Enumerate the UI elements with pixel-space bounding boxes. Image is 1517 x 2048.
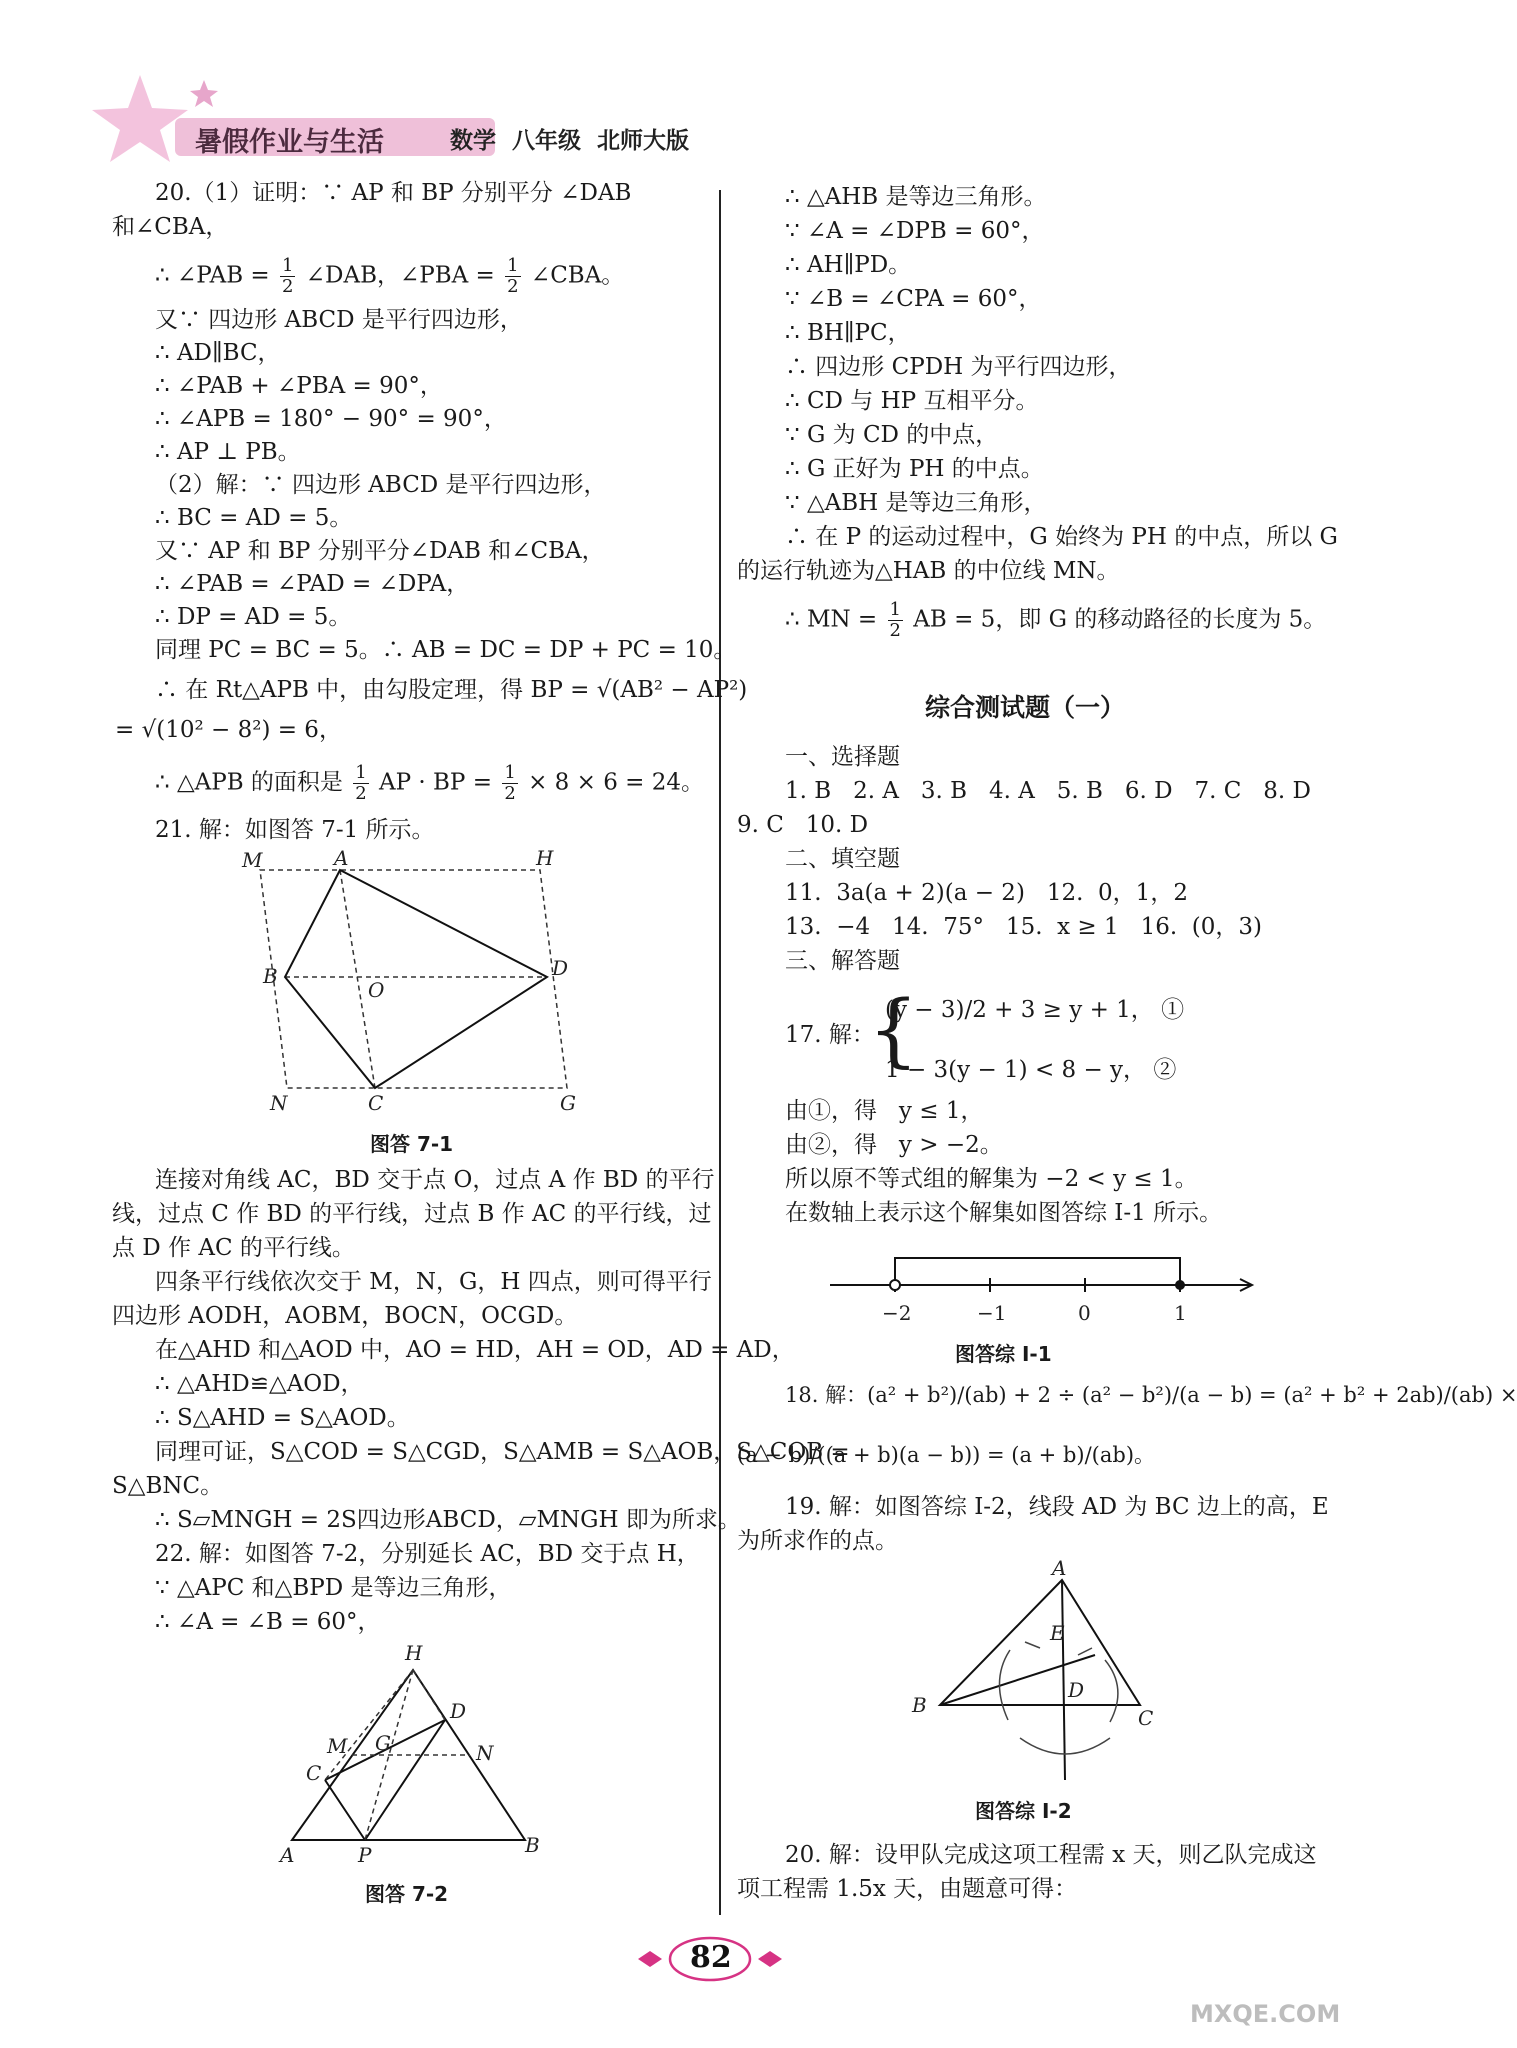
text-line: 21. 解：如图答 7-1 所示。 <box>155 817 435 843</box>
diamond-icon <box>758 1951 782 1967</box>
text-line: 线，过点 C 作 BD 的平行线，过点 B 作 AC 的平行线，过 <box>112 1201 712 1227</box>
text-line: ∴ △AHB 是等边三角形。 <box>785 184 1047 210</box>
figure-7-2 <box>270 1640 560 1870</box>
page-number: 82 <box>690 1940 732 1975</box>
text-line: ∴ ∠A = ∠B = 60°， <box>155 1609 381 1635</box>
brace-icon: { <box>868 983 919 1076</box>
section-title: 综合测试题（一） <box>925 693 1126 722</box>
label-A: A <box>280 1843 295 1867</box>
label-G: G <box>560 1091 576 1115</box>
text-line: 9. C 10. D <box>737 812 869 838</box>
text-line: 1 − 3(y − 1) < 8 − y， ② <box>885 1057 1177 1083</box>
text-line: 二、填空题 <box>785 846 900 872</box>
text-line: 11. 3a(a + 2)(a − 2) 12. 0，1，2 <box>785 880 1188 906</box>
text-line: S△BNC。 <box>112 1473 224 1499</box>
text-line: ∴ △APB 的面积是 $\frac{1}{2}$ AP · BP = $\frac{1}{2}$ × 8 × 6 = 24。 <box>155 762 704 804</box>
text-line: （2）解：∵ 四边形 ABCD 是平行四边形， <box>155 472 607 498</box>
text-line: 又∵ AP 和 BP 分别平分∠DAB 和∠CBA， <box>155 538 605 564</box>
text-line: 的运行轨迹为△HAB 的中位线 MN。 <box>737 558 1120 584</box>
figure-7-1 <box>230 845 600 1115</box>
text-line: 同理可证，S△COD = S△CGD，S△AMB = S△AOB，S△COB = <box>155 1439 850 1465</box>
fraction: $\frac{1}{2}$ <box>507 255 519 297</box>
text-line: ∴ MN = $\frac{1}{2}$ AB = 5，即 G 的移动路径的长度为 5。 <box>785 599 1327 641</box>
tick-label: −1 <box>977 1301 1007 1325</box>
page-header <box>0 0 1380 170</box>
label-B: B <box>263 964 278 988</box>
text-line: 点 D 作 AC 的平行线。 <box>112 1235 355 1261</box>
label-B: B <box>525 1833 540 1857</box>
text-line: ∵ ∠B = ∠CPA = 60°， <box>785 286 1042 312</box>
text-line: ∵ △ABH 是等边三角形， <box>785 490 1047 516</box>
label-D: D <box>552 956 569 980</box>
text-line: ∵ ∠A = ∠DPB = 60°， <box>785 218 1045 244</box>
label-D: D <box>1068 1678 1085 1702</box>
text-line: ∴ AD∥BC， <box>155 340 281 366</box>
label-N: N <box>270 1091 288 1115</box>
text-line: 由①，得 y ≤ 1， <box>785 1098 984 1124</box>
text-line: ∴ AP ⊥ PB。 <box>155 439 301 465</box>
text-line: 四条平行线依次交于 M，N，G，H 四点，则可得平行 <box>155 1269 712 1295</box>
star-icon <box>92 75 188 162</box>
fraction: $\frac{1}{2}$ <box>355 762 367 804</box>
label-H: H <box>405 1641 423 1665</box>
tick-label: −2 <box>882 1301 912 1325</box>
tick-label: 0 <box>1078 1301 1091 1325</box>
text-line: ∴ S△AHD = S△AOD。 <box>155 1405 410 1431</box>
text-line: ∴ G 正好为 PH 的中点。 <box>785 456 1044 482</box>
text-line: (y − 3)/2 + 3 ≥ y + 1， ① <box>885 997 1185 1023</box>
figure-z-2 <box>900 1556 1180 1790</box>
text-line: ∴ AH∥PD。 <box>785 252 912 278</box>
text-line: 项工程需 1.5x 天，由题意可得： <box>737 1876 1078 1902</box>
label-A: A <box>334 846 349 870</box>
label-H: H <box>536 846 554 870</box>
label-O: O <box>368 978 385 1002</box>
label-C: C <box>368 1091 384 1115</box>
label-N: N <box>476 1741 494 1765</box>
text-line: 在△AHD 和△AOD 中，AO = HD，AH = OD，AD = AD， <box>155 1337 795 1363</box>
text-line: 17. 解： <box>785 1022 875 1048</box>
text-line: ∴ 在 P 的运动过程中，G 始终为 PH 的中点，所以 G <box>785 524 1338 550</box>
text-line: ∴ 四边形 CPDH 为平行四边形， <box>785 354 1132 380</box>
column-divider <box>719 190 721 1915</box>
text-line: ∴ ∠PAB + ∠PBA = 90°， <box>155 373 443 399</box>
label-G: G <box>375 1731 391 1755</box>
text-line: 20.（1）证明：∵ AP 和 BP 分别平分 ∠DAB <box>155 180 632 206</box>
text-line: (a − b)/((a + b)(a − b)) = (a + b)/(ab)。 <box>737 1443 1156 1467</box>
text-line: 1. B 2. A 3. B 4. A 5. B 6. D 7. C 8. D <box>785 778 1311 804</box>
label-B: B <box>912 1693 927 1717</box>
text-line: = √(10² − 8²) = 6， <box>115 717 342 743</box>
text-line: 所以原不等式组的解集为 −2 < y ≤ 1。 <box>785 1166 1198 1192</box>
label-C: C <box>306 1761 322 1785</box>
text-line: ∴ CD 与 HP 互相平分。 <box>785 388 1039 414</box>
text-line: 又∵ 四边形 ABCD 是平行四边形， <box>155 307 523 333</box>
text-line: ∵ G 为 CD 的中点， <box>785 422 999 448</box>
text-line: 和∠CBA， <box>112 214 229 240</box>
diamond-icon <box>638 1951 662 1967</box>
figure-caption: 图答 7-2 <box>365 1882 449 1906</box>
text-line: 四边形 AODH，AOBM，BOCN，OCGD。 <box>112 1303 578 1329</box>
label-M: M <box>242 848 263 872</box>
figure-caption: 图答 7-1 <box>370 1132 454 1156</box>
text-line: ∴ △AHD≌△AOD， <box>155 1371 364 1397</box>
text-line: 22. 解：如图答 7-2，分别延长 AC，BD 交于点 H， <box>155 1541 700 1567</box>
text-line: 同理 PC = BC = 5。∴ AB = DC = DP + PC = 10。 <box>155 637 737 663</box>
text-line: ∵ △APC 和△BPD 是等边三角形， <box>155 1575 512 1601</box>
text-line: 为所求作的点。 <box>737 1528 898 1554</box>
text-line: 19. 解：如图答综 Ⅰ-2，线段 AD 为 BC 边上的高，E <box>785 1494 1329 1520</box>
text-line: 一、选择题 <box>785 744 900 770</box>
label-A: A <box>1052 1556 1067 1580</box>
text-line: ∴ ∠PAB = ∠PAD = ∠DPA， <box>155 571 470 597</box>
text-line: ∴ 在 Rt△APB 中，由勾股定理，得 BP = √(AB² − AP²) <box>155 677 748 703</box>
figure-caption: 图答综 Ⅰ-2 <box>975 1799 1072 1823</box>
text-line: 18. 解：(a² + b²)/(ab) + 2 ÷ (a² − b²)/(a − b) = (a² + b² + 2ab)/(ab) × <box>785 1383 1517 1407</box>
text-line: ∴ BC = AD = 5。 <box>155 505 353 531</box>
text-line: ∴ DP = AD = 5。 <box>155 604 352 630</box>
header-brand: 暑假作业与生活 <box>195 127 384 158</box>
small-star-icon <box>190 80 218 107</box>
label-C: C <box>1138 1706 1154 1730</box>
fraction: $\frac{1}{2}$ <box>889 599 901 641</box>
header-subtitle: 数学 八年级 北师大版 <box>450 128 690 154</box>
text-line: 13. −4 14. 75° 15. x ≥ 1 16. (0，3) <box>785 914 1262 940</box>
fraction: $\frac{1}{2}$ <box>504 762 516 804</box>
label-P: P <box>358 1843 372 1867</box>
watermark: MXQE.COM <box>1190 2000 1341 2028</box>
label-E: E <box>1050 1621 1065 1645</box>
label-M: M <box>327 1734 348 1758</box>
number-line <box>820 1240 1260 1350</box>
text-line: 由②，得 y > −2。 <box>785 1132 1003 1158</box>
text-line: 连接对角线 AC，BD 交于点 O，过点 A 作 BD 的平行 <box>155 1167 715 1193</box>
text-line: ∴ ∠PAB = $\frac{1}{2}$ ∠DAB，∠PBA = $\frac{1}{2}$ ∠CBA。 <box>155 255 625 297</box>
figure-caption: 图答综 Ⅰ-1 <box>955 1342 1052 1366</box>
text-line: 三、解答题 <box>785 948 900 974</box>
fraction: $\frac{1}{2}$ <box>282 255 294 297</box>
text-line: 20. 解：设甲队完成这项工程需 x 天，则乙队完成这 <box>785 1842 1317 1868</box>
text-line: ∴ BH∥PC， <box>785 320 911 346</box>
tick-label: 1 <box>1174 1301 1187 1325</box>
text-line: ∴ ∠APB = 180° − 90° = 90°， <box>155 406 507 432</box>
text-line: 在数轴上表示这个解集如图答综 Ⅰ-1 所示。 <box>785 1200 1223 1226</box>
text-line: ∴ S▱MNGH = 2S四边形ABCD，▱MNGH 即为所求。 <box>155 1507 741 1533</box>
label-D: D <box>450 1699 467 1723</box>
